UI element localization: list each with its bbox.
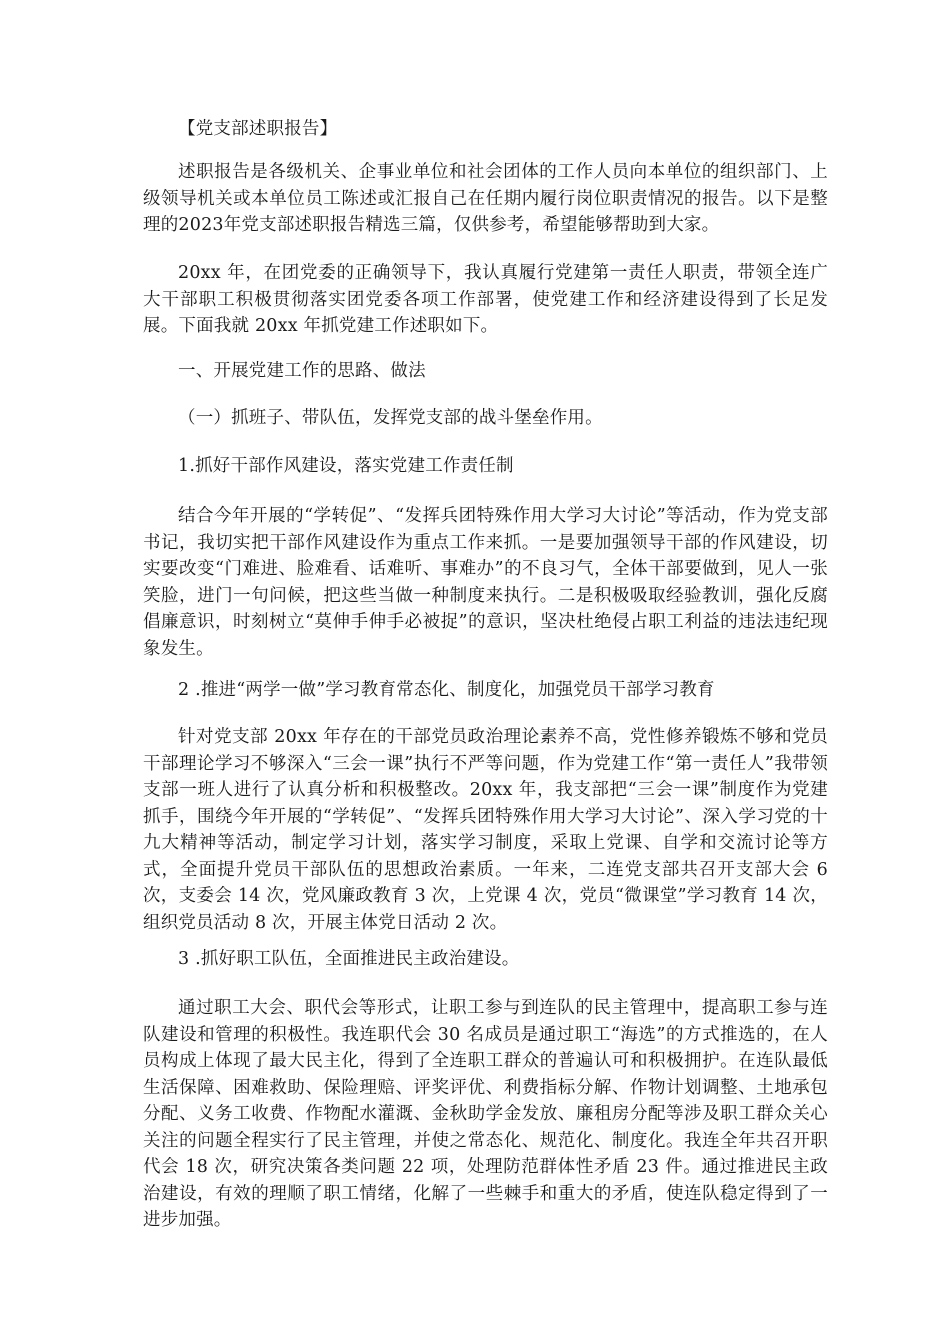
item-2-title: 2 .推进“两学一做”学习教育常态化、制度化，加强党员干部学习教育 <box>178 680 715 700</box>
subsection-heading-1: （一）抓班子、带队伍，发挥党支部的战斗堡垒作用。 <box>178 408 603 428</box>
item-3-title: 3 .抓好职工队伍，全面推进民主政治建设。 <box>178 949 520 969</box>
item-1-body: 结合今年开展的“学转促”、“发挥兵团特殊作用大学习大讨论”等活动，作为党支部书记，我切实把干部作风建设作为重点工作来抓。一是要加强领导干部的作风建设，切实要改变“门难进、脸难看、话难听、事难办”的不良习气，全体干部要做到，见人一张笑脸，进门一句问候，把这些当做一种制度来执行。二是积极吸取经验教训，强化反腐倡廉意识，时刻树立“莫伸手伸手必被捉”的意识，坚决杜绝侵占职工利益的违法违纪现象发生。 <box>143 506 828 659</box>
opening-paragraph: 20xx 年，在团党委的正确领导下，我认真履行党建第一责任人职责，带领全连广大干部职工积极贯彻落实团党委各项工作部署，使党建工作和经济建设得到了长足发展。下面我就 20xx 年抓党建工作述职如下。 <box>143 263 828 336</box>
section-heading-1: 一、开展党建工作的思路、做法 <box>178 361 426 381</box>
item-2-body: 针对党支部 20xx 年存在的干部党员政治理论素养不高，党性修养锻炼不够和党员干部理论学习不够深入“三会一课”执行不严等问题，作为党建工作“第一责任人”我带领支部一班人进行了认真分析和积极整改。20xx 年，我支部把“三会一课”制度作为党建抓手，围绕今年开展的“学转促”、“发挥兵团特殊作用大学习大讨论”、深入学习党的十九大精神等活动，制定学习计划，落实学习制度，采取上党课、自学和交流讨论等方式，全面提升党员干部队伍的思想政治素质。一年来，二连党支部共召开支部大会 6 次，支委会 14 次，党风廉政教育 3 次，上党课 4 次，党员“微课堂”学习教育 14 次，组织党员活动 8 次，开展主体党日活动 2 次。 <box>143 727 828 933</box>
intro-paragraph: 述职报告是各级机关、企事业单位和社会团体的工作人员向本单位的组织部门、上级领导机关或本单位员工陈述或汇报自己在任期内履行岗位职责情况的报告。以下是整理的2023年党支部述职报告精选三篇，仅供参考，希望能够帮助到大家。 <box>143 162 828 235</box>
item-1-title: 1.抓好干部作风建设，落实党建工作责任制 <box>178 456 514 476</box>
item-3-body: 通过职工大会、职代会等形式，让职工参与到连队的民主管理中，提高职工参与连队建设和管理的积极性。我连职代会 30 名成员是通过职工“海选”的方式推选的，在人员构成上体现了最大民主化，得到了全连职工群众的普遍认可和积极拥护。在连队最低生活保障、困难救助、保险理赔、评奖评优、利费指标分解、作物计划调整、土地承包分配、义务工收费、作物配水灌溉、金秋助学金发放、廉租房分配等涉及职工群众关心关注的问题全程实行了民主管理，并使之常态化、规范化、制度化。我连全年共召开职代会 18 次，研究决策各类问题 22 项，处理防范群体性矛盾 23 件。通过推进民主政治建设，有效的理顺了职工情绪，化解了一些棘手和重大的矛盾，使连队稳定得到了一进步加强。 <box>143 998 828 1230</box>
document-title: 【党支部述职报告】 <box>178 119 338 139</box>
